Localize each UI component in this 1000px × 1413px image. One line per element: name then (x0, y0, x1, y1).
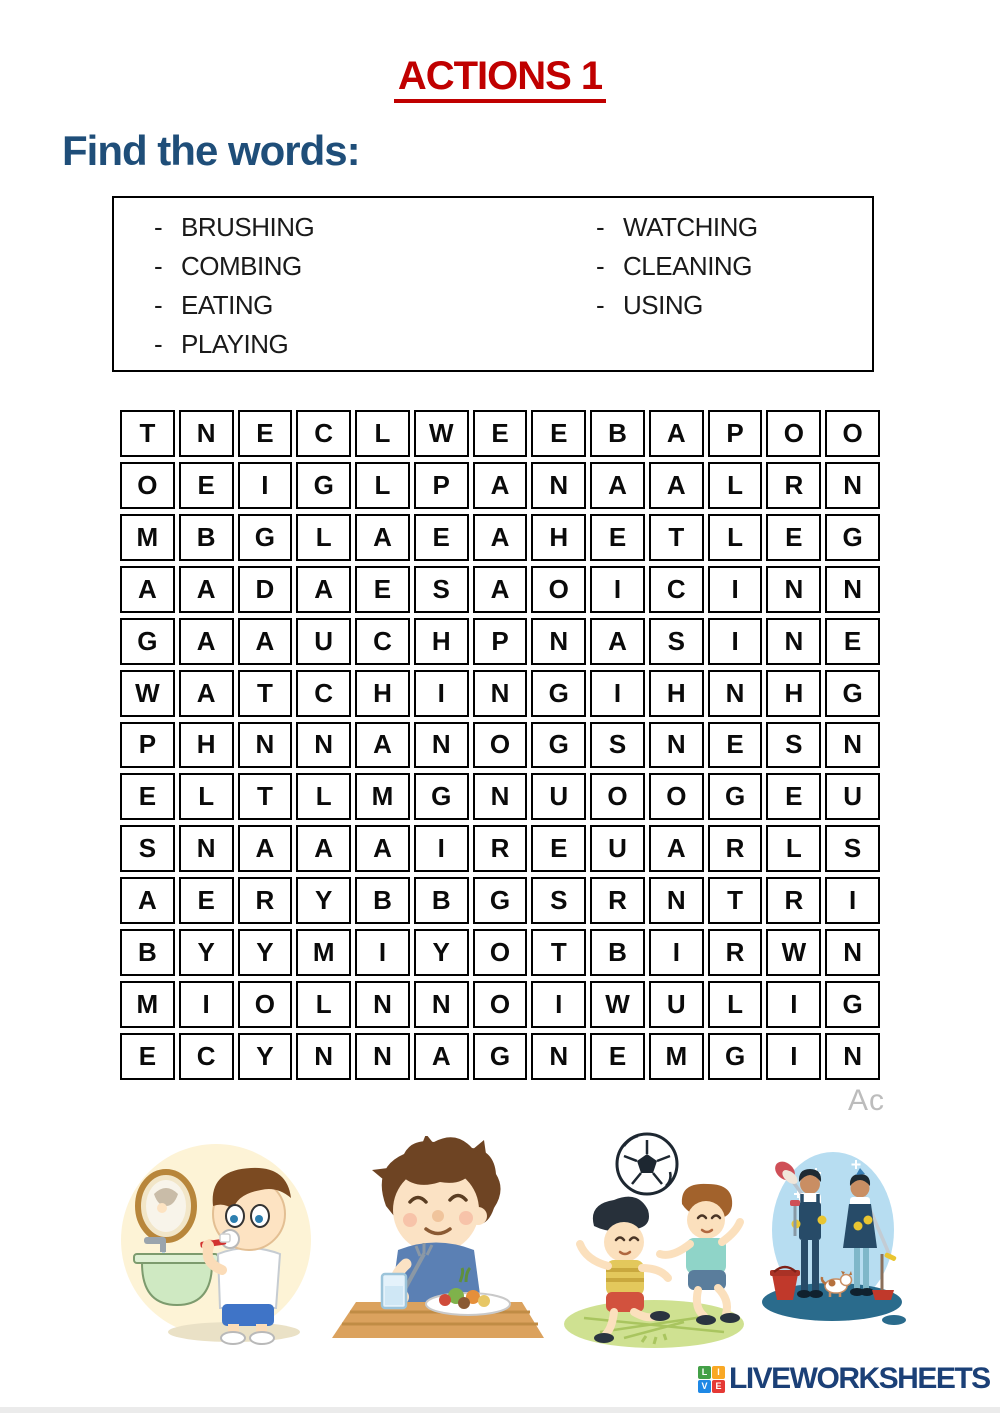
grid-cell-r9-c9[interactable]: U (590, 825, 645, 872)
grid-cell-r5-c12[interactable]: N (766, 618, 821, 665)
grid-cell-r1-c13[interactable]: O (825, 410, 880, 457)
grid-cell-r12-c13[interactable]: G (825, 981, 880, 1028)
find-words-heading: Find the words: (62, 127, 360, 174)
title-wrap (0, 56, 1000, 103)
word-list-box (112, 196, 874, 372)
grid-cell-r6-c7[interactable]: N (473, 670, 528, 717)
grid-cell-r11-c5[interactable]: I (355, 929, 410, 976)
word-label: COMBING (181, 251, 302, 281)
brand-text: LIVEWORKSHEETS (729, 1362, 990, 1395)
word-bullet: - (596, 212, 605, 242)
grid-cell-r12-c1[interactable]: M (120, 981, 175, 1028)
grid-cell-r9-c1[interactable]: S (120, 825, 175, 872)
wordsearch-grid[interactable] (120, 410, 880, 1080)
grid-cell-r9-c6[interactable]: I (414, 825, 469, 872)
grid-cell-r6-c5[interactable]: H (355, 670, 410, 717)
grid-cell-r9-c2[interactable]: N (179, 825, 234, 872)
grid-cell-r3-c11[interactable]: L (708, 514, 763, 561)
grid-cell-r12-c10[interactable]: U (649, 981, 704, 1028)
word-label: EATING (181, 290, 273, 320)
grid-cell-r2-c13[interactable]: N (825, 462, 880, 509)
grid-cell-r7-c9[interactable]: S (590, 722, 645, 769)
grid-cell-r3-c12[interactable]: E (766, 514, 821, 561)
word-label: BRUSHING (181, 212, 315, 242)
grid-cell-r5-c2[interactable]: A (179, 618, 234, 665)
grid-cell-r10-c13[interactable]: I (825, 877, 880, 924)
grid-cell-r11-c2[interactable]: Y (179, 929, 234, 976)
grid-cell-r11-c3[interactable]: Y (238, 929, 293, 976)
grid-cell-r11-c8[interactable]: T (531, 929, 586, 976)
word-label: WATCHING (623, 212, 758, 242)
grid-cell-r4-c9[interactable]: I (590, 566, 645, 613)
grid-cell-r9-c7[interactable]: R (473, 825, 528, 872)
grid-cell-r10-c3[interactable]: R (238, 877, 293, 924)
grid-cell-r1-c11[interactable]: P (708, 410, 763, 457)
grid-cell-r2-c6[interactable]: P (414, 462, 469, 509)
logo-square-l: L (698, 1366, 711, 1379)
grid-cell-r2-c5[interactable]: L (355, 462, 410, 509)
grid-cell-r1-c8[interactable]: E (531, 410, 586, 457)
grid-cell-r1-c1[interactable]: T (120, 410, 175, 457)
grid-cell-r9-c3[interactable]: A (238, 825, 293, 872)
grid-cell-r6-c2[interactable]: A (179, 670, 234, 717)
grid-cell-r1-c3[interactable]: E (238, 410, 293, 457)
grid-cell-r12-c5[interactable]: N (355, 981, 410, 1028)
grid-cell-r11-c10[interactable]: I (649, 929, 704, 976)
liveworksheets-logo[interactable] (698, 1364, 990, 1394)
grid-cell-r10-c6[interactable]: B (414, 877, 469, 924)
boy-brushing-teeth-icon (116, 1142, 312, 1346)
grid-cell-r2-c4[interactable]: G (296, 462, 351, 509)
grid-cell-r4-c7[interactable]: A (473, 566, 528, 613)
word-bullet: - (596, 290, 605, 320)
word-bullet: - (154, 212, 163, 242)
grid-cell-r6-c9[interactable]: I (590, 670, 645, 717)
grid-cell-r5-c9[interactable]: A (590, 618, 645, 665)
grid-cell-r2-c3[interactable]: I (238, 462, 293, 509)
grid-cell-r8-c8[interactable]: U (531, 773, 586, 820)
grid-cell-r1-c2[interactable]: N (179, 410, 234, 457)
grid-cell-r1-c4[interactable]: C (296, 410, 351, 457)
kids-playing-football-icon (554, 1126, 754, 1354)
grid-cell-r13-c1[interactable]: E (120, 1033, 175, 1080)
grid-cell-r10-c10[interactable]: N (649, 877, 704, 924)
grid-cell-r7-c11[interactable]: E (708, 722, 763, 769)
grid-cell-r5-c3[interactable]: A (238, 618, 293, 665)
grid-cell-r12-c8[interactable]: I (531, 981, 586, 1028)
grid-cell-r3-c13[interactable]: G (825, 514, 880, 561)
grid-cell-r8-c9[interactable]: O (590, 773, 645, 820)
word-bullet: - (154, 251, 163, 281)
grid-cell-r11-c1[interactable]: B (120, 929, 175, 976)
grid-cell-r8-c1[interactable]: E (120, 773, 175, 820)
grid-cell-r2-c11[interactable]: L (708, 462, 763, 509)
watermark-text: Ac (848, 1084, 886, 1117)
grid-cell-r8-c2[interactable]: L (179, 773, 234, 820)
grid-cell-r4-c13[interactable]: N (825, 566, 880, 613)
word-list-item (154, 331, 314, 357)
grid-cell-r13-c3[interactable]: Y (238, 1033, 293, 1080)
grid-cell-r11-c4[interactable]: M (296, 929, 351, 976)
grid-cell-r6-c11[interactable]: N (708, 670, 763, 717)
grid-cell-r7-c13[interactable]: N (825, 722, 880, 769)
grid-cell-r11-c13[interactable]: N (825, 929, 880, 976)
grid-cell-r4-c1[interactable]: A (120, 566, 175, 613)
grid-cell-r7-c10[interactable]: N (649, 722, 704, 769)
grid-cell-r3-c7[interactable]: A (473, 514, 528, 561)
grid-cell-r7-c5[interactable]: A (355, 722, 410, 769)
grid-cell-r10-c9[interactable]: R (590, 877, 645, 924)
word-list-item (154, 292, 314, 318)
grid-cell-r2-c8[interactable]: N (531, 462, 586, 509)
word-list-right (596, 214, 758, 318)
grid-cell-r1-c9[interactable]: B (590, 410, 645, 457)
grid-cell-r8-c4[interactable]: L (296, 773, 351, 820)
bottom-divider (0, 1407, 1000, 1413)
grid-cell-r10-c8[interactable]: S (531, 877, 586, 924)
grid-cell-r2-c7[interactable]: A (473, 462, 528, 509)
page-title: ACTIONS 1 (394, 56, 606, 103)
grid-cell-r8-c11[interactable]: G (708, 773, 763, 820)
grid-cell-r11-c12[interactable]: W (766, 929, 821, 976)
grid-cell-r9-c5[interactable]: A (355, 825, 410, 872)
grid-cell-r4-c11[interactable]: I (708, 566, 763, 613)
grid-cell-r4-c10[interactable]: C (649, 566, 704, 613)
grid-cell-r6-c4[interactable]: C (296, 670, 351, 717)
grid-cell-r12-c9[interactable]: W (590, 981, 645, 1028)
grid-cell-r2-c10[interactable]: A (649, 462, 704, 509)
grid-cell-r3-c2[interactable]: B (179, 514, 234, 561)
grid-cell-r5-c5[interactable]: C (355, 618, 410, 665)
grid-cell-r13-c12[interactable]: I (766, 1033, 821, 1080)
grid-cell-r7-c3[interactable]: N (238, 722, 293, 769)
grid-cell-r2-c9[interactable]: A (590, 462, 645, 509)
grid-cell-r5-c1[interactable]: G (120, 618, 175, 665)
grid-cell-r13-c7[interactable]: G (473, 1033, 528, 1080)
grid-cell-r13-c6[interactable]: A (414, 1033, 469, 1080)
grid-cell-r5-c8[interactable]: N (531, 618, 586, 665)
grid-cell-r4-c5[interactable]: E (355, 566, 410, 613)
word-bullet: - (154, 329, 163, 359)
grid-cell-r9-c11[interactable]: R (708, 825, 763, 872)
grid-cell-r9-c4[interactable]: A (296, 825, 351, 872)
grid-cell-r1-c5[interactable]: L (355, 410, 410, 457)
grid-cell-r7-c2[interactable]: H (179, 722, 234, 769)
grid-cell-r9-c13[interactable]: S (825, 825, 880, 872)
grid-cell-r1-c7[interactable]: E (473, 410, 528, 457)
word-bullet: - (596, 251, 605, 281)
grid-cell-r1-c10[interactable]: A (649, 410, 704, 457)
grid-cell-r13-c4[interactable]: N (296, 1033, 351, 1080)
grid-cell-r4-c8[interactable]: O (531, 566, 586, 613)
grid-cell-r5-c11[interactable]: I (708, 618, 763, 665)
word-label: PLAYING (181, 329, 289, 359)
grid-cell-r3-c4[interactable]: L (296, 514, 351, 561)
grid-cell-r3-c10[interactable]: T (649, 514, 704, 561)
grid-cell-r10-c2[interactable]: E (179, 877, 234, 924)
grid-cell-r7-c7[interactable]: O (473, 722, 528, 769)
grid-cell-r5-c7[interactable]: P (473, 618, 528, 665)
grid-cell-r2-c1[interactable]: O (120, 462, 175, 509)
grid-cell-r6-c8[interactable]: G (531, 670, 586, 717)
logo-square-i: I (712, 1366, 725, 1379)
word-list-item (596, 253, 758, 279)
grid-cell-r13-c11[interactable]: G (708, 1033, 763, 1080)
cleaners-with-mop-icon (758, 1144, 908, 1334)
grid-cell-r9-c10[interactable]: A (649, 825, 704, 872)
grid-cell-r8-c3[interactable]: T (238, 773, 293, 820)
grid-cell-r8-c12[interactable]: E (766, 773, 821, 820)
word-list-left (154, 214, 314, 357)
grid-cell-r4-c4[interactable]: A (296, 566, 351, 613)
grid-cell-r13-c2[interactable]: C (179, 1033, 234, 1080)
grid-cell-r8-c10[interactable]: O (649, 773, 704, 820)
grid-cell-r11-c7[interactable]: O (473, 929, 528, 976)
grid-cell-r6-c6[interactable]: I (414, 670, 469, 717)
grid-cell-r3-c3[interactable]: G (238, 514, 293, 561)
grid-cell-r2-c12[interactable]: R (766, 462, 821, 509)
boy-eating-meal-icon (326, 1136, 546, 1343)
grid-cell-r1-c12[interactable]: O (766, 410, 821, 457)
grid-cell-r6-c1[interactable]: W (120, 670, 175, 717)
word-label: CLEANING (623, 251, 752, 281)
logo-squares-icon (698, 1366, 725, 1393)
grid-cell-r3-c8[interactable]: H (531, 514, 586, 561)
grid-cell-r3-c5[interactable]: A (355, 514, 410, 561)
logo-square-e: E (712, 1380, 725, 1393)
word-list-item (154, 253, 314, 279)
grid-cell-r8-c13[interactable]: U (825, 773, 880, 820)
grid-cell-r10-c7[interactable]: G (473, 877, 528, 924)
grid-cell-r13-c5[interactable]: N (355, 1033, 410, 1080)
grid-cell-r12-c12[interactable]: I (766, 981, 821, 1028)
grid-cell-r13-c13[interactable]: N (825, 1033, 880, 1080)
grid-cell-r11-c6[interactable]: Y (414, 929, 469, 976)
grid-cell-r4-c3[interactable]: D (238, 566, 293, 613)
grid-cell-r7-c4[interactable]: N (296, 722, 351, 769)
grid-cell-r7-c1[interactable]: P (120, 722, 175, 769)
grid-cell-r10-c5[interactable]: B (355, 877, 410, 924)
grid-cell-r6-c12[interactable]: H (766, 670, 821, 717)
grid-cell-r7-c8[interactable]: G (531, 722, 586, 769)
grid-cell-r10-c12[interactable]: R (766, 877, 821, 924)
grid-cell-r2-c2[interactable]: E (179, 462, 234, 509)
grid-cell-r12-c4[interactable]: L (296, 981, 351, 1028)
word-list-item (154, 214, 314, 240)
grid-cell-r5-c10[interactable]: S (649, 618, 704, 665)
grid-cell-r3-c6[interactable]: E (414, 514, 469, 561)
grid-cell-r4-c6[interactable]: S (414, 566, 469, 613)
grid-cell-r9-c12[interactable]: L (766, 825, 821, 872)
grid-cell-r4-c12[interactable]: N (766, 566, 821, 613)
grid-cell-r4-c2[interactable]: A (179, 566, 234, 613)
grid-cell-r12-c11[interactable]: L (708, 981, 763, 1028)
grid-cell-r5-c6[interactable]: H (414, 618, 469, 665)
grid-cell-r10-c11[interactable]: T (708, 877, 763, 924)
grid-cell-r9-c8[interactable]: E (531, 825, 586, 872)
grid-cell-r13-c9[interactable]: E (590, 1033, 645, 1080)
grid-cell-r10-c4[interactable]: Y (296, 877, 351, 924)
word-list-item (596, 292, 758, 318)
grid-cell-r12-c6[interactable]: N (414, 981, 469, 1028)
grid-cell-r8-c5[interactable]: M (355, 773, 410, 820)
grid-cell-r8-c6[interactable]: G (414, 773, 469, 820)
grid-cell-r11-c11[interactable]: R (708, 929, 763, 976)
word-bullet: - (154, 290, 163, 320)
grid-cell-r7-c6[interactable]: N (414, 722, 469, 769)
grid-cell-r12-c7[interactable]: O (473, 981, 528, 1028)
grid-cell-r13-c10[interactable]: M (649, 1033, 704, 1080)
grid-cell-r6-c3[interactable]: T (238, 670, 293, 717)
grid-cell-r5-c4[interactable]: U (296, 618, 351, 665)
grid-cell-r8-c7[interactable]: N (473, 773, 528, 820)
grid-cell-r5-c13[interactable]: E (825, 618, 880, 665)
grid-cell-r6-c13[interactable]: G (825, 670, 880, 717)
word-list-item (596, 214, 758, 240)
grid-cell-r10-c1[interactable]: A (120, 877, 175, 924)
grid-cell-r6-c10[interactable]: H (649, 670, 704, 717)
grid-cell-r1-c6[interactable]: W (414, 410, 469, 457)
grid-cell-r3-c1[interactable]: M (120, 514, 175, 561)
grid-cell-r11-c9[interactable]: B (590, 929, 645, 976)
logo-square-v: V (698, 1380, 711, 1393)
grid-cell-r13-c8[interactable]: N (531, 1033, 586, 1080)
grid-cell-r12-c3[interactable]: O (238, 981, 293, 1028)
grid-cell-r3-c9[interactable]: E (590, 514, 645, 561)
grid-cell-r12-c2[interactable]: I (179, 981, 234, 1028)
word-label: USING (623, 290, 703, 320)
grid-cell-r7-c12[interactable]: S (766, 722, 821, 769)
